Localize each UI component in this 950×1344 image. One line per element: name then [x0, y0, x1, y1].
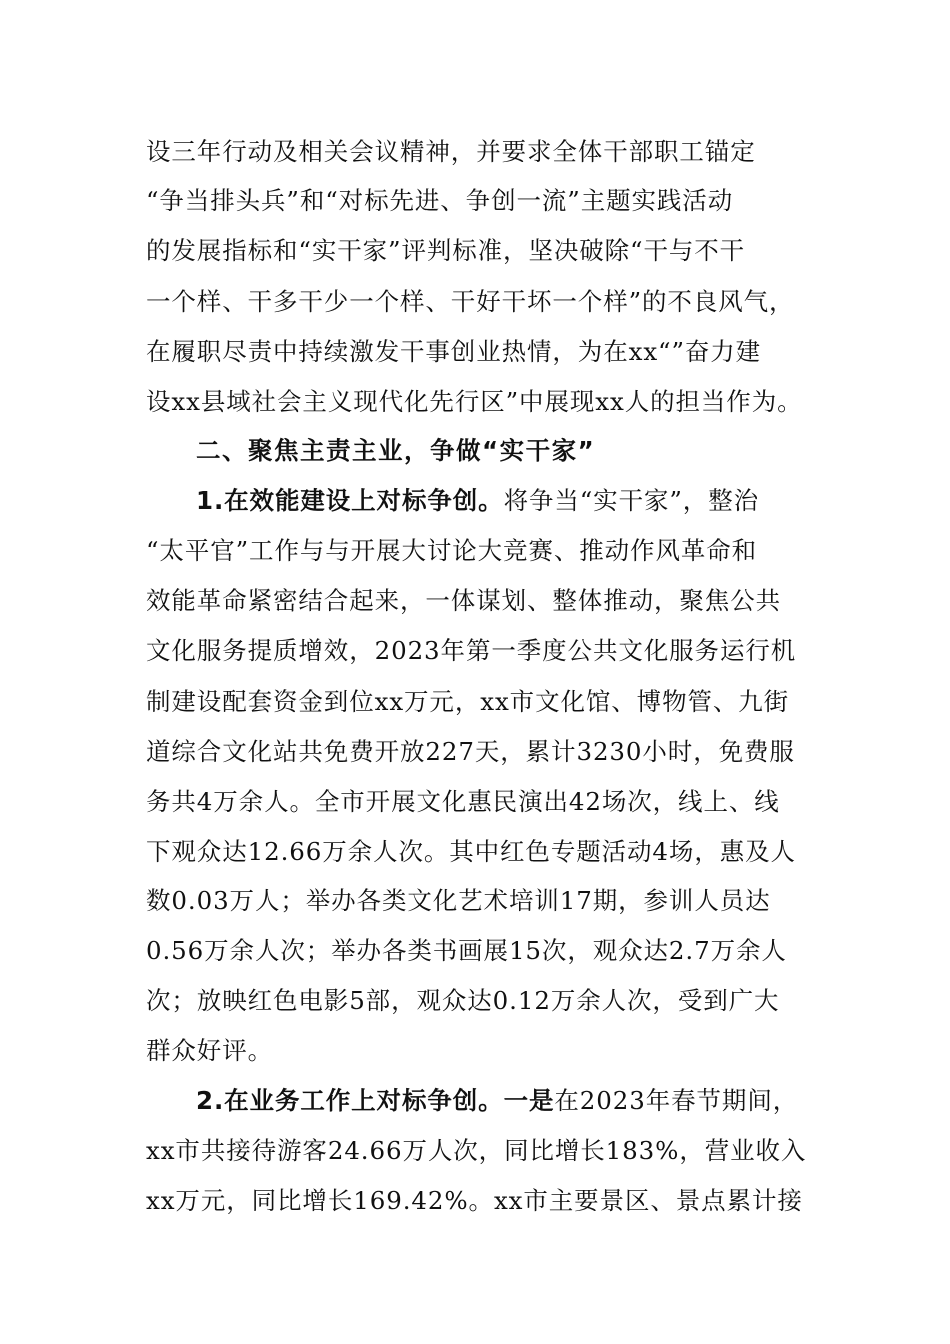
- paragraph-line: 设xx县域社会主义现代化先行区”中展现xx人的担当作为。: [146, 387, 803, 416]
- paragraph-line: 次；放映红色电影5部，观众达0.12万余人次，受到广大: [146, 986, 780, 1015]
- paragraph-line: “争当排头兵”和“对标先进、争创一流”主题实践活动: [146, 186, 734, 215]
- paragraph-line: 制建设配套资金到位xx万元，xx市文化馆、博物管、九街: [146, 687, 790, 716]
- paragraph-line: 0.56万余人次；举办各类书画展15次，观众达2.7万余人: [146, 936, 787, 965]
- paragraph-line: 设三年行动及相关会议精神，并要求全体干部职工锚定: [146, 137, 756, 166]
- paragraph-line: xx市共接待游客24.66万人次，同比增长183%，营业收入: [146, 1136, 807, 1165]
- item2-bold-prefix: 一是: [503, 1086, 555, 1115]
- item1-first-line: [196, 484, 759, 518]
- paragraph-line: 数0.03万人；举办各类文化艺术培训17期，参训人员达: [146, 886, 771, 915]
- item1-title: 1.在效能建设上对标争创。: [196, 486, 504, 515]
- paragraph-line: 效能革命紧密结合起来，一体谋划、整体推动，聚焦公共: [146, 586, 781, 615]
- item2-first-line: [196, 1084, 798, 1118]
- paragraph-line: 一个样、干多干少一个样、干好干坏一个样”的不良风气，: [146, 287, 795, 316]
- item1-first-line-rest: 将争当“实干家”，整治: [503, 486, 760, 515]
- paragraph-line: 务共4万余人。全市开展文化惠民演出42场次，线上、线: [146, 787, 780, 816]
- paragraph-line: 下观众达12.66万余人次。其中红色专题活动4场，惠及人: [146, 837, 796, 866]
- paragraph-line: 道综合文化站共免费开放227天，累计3230小时，免费服: [146, 737, 795, 766]
- section-heading: 二、聚焦主责主业，争做“实干家”: [196, 436, 596, 465]
- item2-title: 2.在业务工作上对标争创。: [196, 1086, 504, 1115]
- paragraph-line: 群众好评。: [146, 1036, 273, 1065]
- paragraph-line: 的发展指标和“实干家”评判标准，坚决破除“干与不干: [146, 236, 746, 265]
- paragraph-line: “太平官”工作与与开展大讨论大竞赛、推动作风革命和: [146, 536, 758, 565]
- paragraph-line: 文化服务提质增效，2023年第一季度公共文化服务运行机: [146, 636, 797, 665]
- paragraph-line: 在履职尽责中持续激发干事创业热情，为在xx“”奋力建: [146, 337, 762, 366]
- item2-first-line-rest: 在2023年春节期间，: [554, 1086, 799, 1115]
- paragraph-line: xx万元，同比增长169.42%。xx市主要景区、景点累计接: [146, 1186, 803, 1215]
